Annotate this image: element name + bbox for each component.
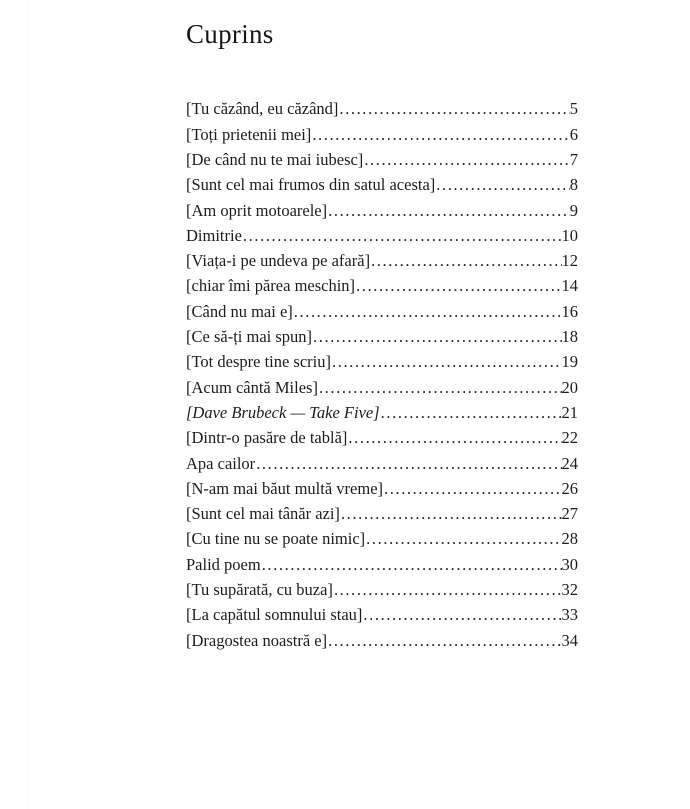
toc-entry (186, 349, 578, 374)
toc-entry-page: 28 (561, 529, 578, 549)
toc-entry-page: 27 (561, 504, 578, 524)
toc-entry-page: 21 (561, 402, 578, 422)
toc-entry (186, 602, 578, 627)
toc-entry-label: [Tot despre tine scriu] (186, 352, 332, 372)
toc-entry (186, 299, 578, 324)
toc-entry (186, 526, 578, 551)
toc-entry-page: 33 (561, 605, 578, 625)
toc-entry (186, 501, 578, 526)
dot-leader (363, 147, 569, 172)
toc-entry (186, 552, 578, 577)
toc-entry-page: 6 (569, 124, 578, 144)
toc-entry-page: 10 (561, 225, 578, 245)
toc-entry-label: [Cu tine nu se poate nimic] (186, 529, 366, 549)
toc-entry (186, 425, 578, 450)
toc-entry-page: 22 (561, 428, 578, 448)
toc-entry-page: 34 (561, 630, 578, 650)
toc-entry-label: [La capătul somnului stau] (186, 605, 363, 625)
toc-entry-label: [Acum cântă Miles] (186, 377, 318, 397)
toc-entry-page: 24 (561, 453, 578, 473)
dot-leader (347, 425, 561, 450)
toc-entry-page: 14 (561, 276, 578, 296)
toc-entry-label: [Am oprit motoarele] (186, 200, 328, 220)
toc-entry-label: [Ce să-ți mai spun] (186, 327, 313, 347)
toc-entry-label: [Tu supărată, cu buza] (186, 580, 333, 600)
dot-leader (370, 248, 561, 273)
dot-leader (261, 552, 562, 577)
toc-entry (186, 324, 578, 349)
toc-entry (186, 476, 578, 501)
toc-entry-page: 30 (561, 554, 578, 574)
toc-entry-page: 26 (561, 478, 578, 498)
toc-entry-page: 32 (561, 580, 578, 600)
toc-entry (186, 577, 578, 602)
toc-entry-label: [De când nu te mai iubesc] (186, 149, 364, 169)
toc-entry-label: [Dragostea noastră e] (186, 630, 328, 650)
toc-entry-label: Palid poem (186, 554, 261, 574)
toc-entry-label: [N-am mai băut multă vreme] (186, 478, 384, 498)
page-title: Cuprins (186, 19, 274, 49)
toc-entry (186, 122, 578, 147)
toc-entry-page: 9 (569, 200, 578, 220)
dot-leader (380, 400, 562, 425)
toc-entry (186, 147, 578, 172)
dot-leader (331, 349, 561, 374)
toc-entry (186, 628, 578, 653)
dot-leader (365, 526, 561, 551)
toc-entry-label: [Sunt cel mai frumos din satul acesta] (186, 175, 436, 195)
toc-entry-label: [Dintr-o pasăre de tablă] (186, 428, 348, 448)
dot-leader (242, 223, 562, 248)
toc-entry-label: [Viața-i pe undeva pe afară] (186, 251, 371, 271)
toc-entry-label: [Tu căzând, eu căzând] (186, 99, 339, 119)
toc-entry-label: Apa cailor (186, 453, 256, 473)
dot-leader (318, 375, 562, 400)
toc-entry-page: 19 (561, 352, 578, 372)
dot-leader (362, 602, 561, 627)
dot-leader (312, 324, 561, 349)
toc-entry-page: 5 (569, 99, 578, 119)
toc-entry-label: [Dave Brubeck — Take Five] (186, 402, 380, 422)
toc-entry (186, 400, 578, 425)
toc-entry-page: 18 (561, 327, 578, 347)
toc-list (186, 96, 578, 653)
toc-entry-page: 20 (561, 377, 578, 397)
toc-entry-label: Dimitrie (186, 225, 242, 245)
dot-leader (355, 273, 561, 298)
toc-entry-label: [Sunt cel mai tânăr azi] (186, 504, 340, 524)
toc-entry (186, 96, 578, 121)
toc-entry-page: 8 (569, 175, 578, 195)
toc-entry-page: 16 (561, 301, 578, 321)
dot-leader (338, 96, 569, 121)
dot-leader (383, 476, 561, 501)
toc-entry-page: 7 (569, 149, 578, 169)
toc-entry (186, 375, 578, 400)
dot-leader (255, 451, 561, 476)
toc-entry-label: [Toți prietenii mei] (186, 124, 312, 144)
toc-entry (186, 223, 578, 248)
dot-leader (327, 628, 561, 653)
toc-entry (186, 273, 578, 298)
toc-entry-page: 12 (561, 251, 578, 271)
dot-leader (293, 299, 562, 324)
dot-leader (340, 501, 562, 526)
dot-leader (327, 198, 570, 223)
toc-entry (186, 248, 578, 273)
dot-leader (435, 172, 569, 197)
toc-content (186, 18, 578, 653)
toc-entry (186, 172, 578, 197)
toc-entry (186, 198, 578, 223)
dot-leader (333, 577, 562, 602)
dot-leader (311, 122, 569, 147)
toc-entry-label: [Când nu mai e] (186, 301, 293, 321)
toc-entry (186, 451, 578, 476)
toc-entry-label: [chiar îmi părea meschin] (186, 276, 356, 296)
